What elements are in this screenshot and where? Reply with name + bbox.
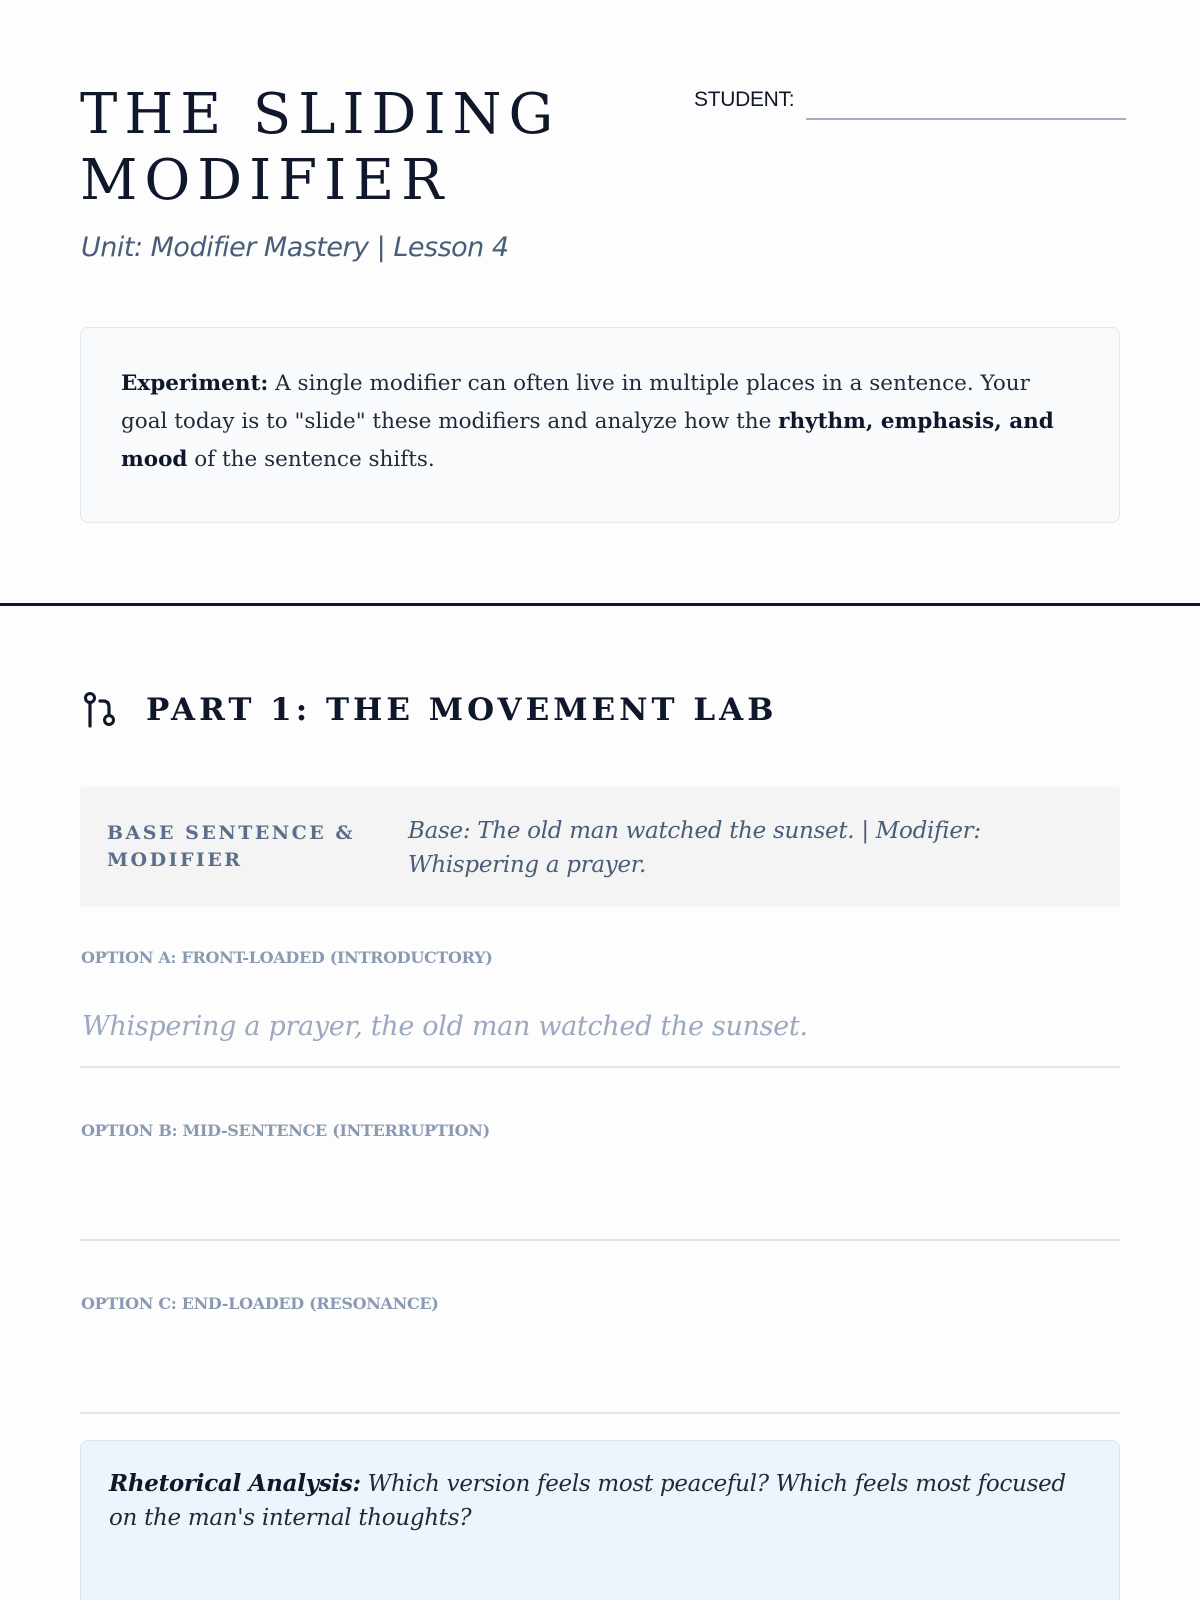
git-branch-icon (80, 690, 120, 730)
intro-text-2: of the sentence shifts. (187, 447, 435, 472)
option-b-label: OPTION B: MID-SENTENCE (INTERRUPTION) (81, 1121, 490, 1140)
section-divider (0, 603, 1200, 606)
student-label: STUDENT: (694, 88, 795, 111)
intro-text-1: A single modifier can often live in multiple places in a sentence. Your goal today is to "slide" these modifiers and analyze how the (121, 371, 1030, 434)
option-a-answer[interactable]: Whispering a prayer, the old man watched the sunset. (82, 1011, 808, 1042)
analysis-text: Which version feels most peaceful? Which feels most focused on the man's internal thoughts? (109, 1471, 1066, 1531)
option-c-label: OPTION C: END-LOADED (RESONANCE) (81, 1294, 439, 1313)
part1-header (80, 690, 777, 730)
base-sentence-text: Base: The old man watched the sunset. | Modifier: Whispering a prayer. (408, 818, 981, 878)
rhetorical-analysis-box[interactable] (80, 1440, 1120, 1600)
part1-title: PART 1: THE MOVEMENT LAB (146, 692, 778, 728)
intro-emphasis: rhythm, emphasis, and mood (121, 409, 1054, 472)
option-b-line (80, 1239, 1120, 1241)
analysis-lead: Rhetorical Analysis: (109, 1470, 361, 1497)
page-subtitle: Unit: Modifier Mastery | Lesson 4 (81, 232, 509, 263)
student-name-field (694, 88, 1126, 112)
option-a-line (80, 1066, 1120, 1068)
base-sentence-box (80, 787, 1120, 907)
option-c-line (80, 1412, 1120, 1414)
intro-box (80, 327, 1120, 523)
base-sentence-label: BASE SENTENCE & MODIFIER (107, 822, 356, 871)
student-name-line[interactable] (806, 118, 1126, 120)
page-title: THE SLIDING MODIFIER (80, 82, 561, 213)
option-a-label: OPTION A: FRONT-LOADED (INTRODUCTORY) (81, 948, 493, 967)
intro-lead: Experiment: (121, 371, 269, 396)
